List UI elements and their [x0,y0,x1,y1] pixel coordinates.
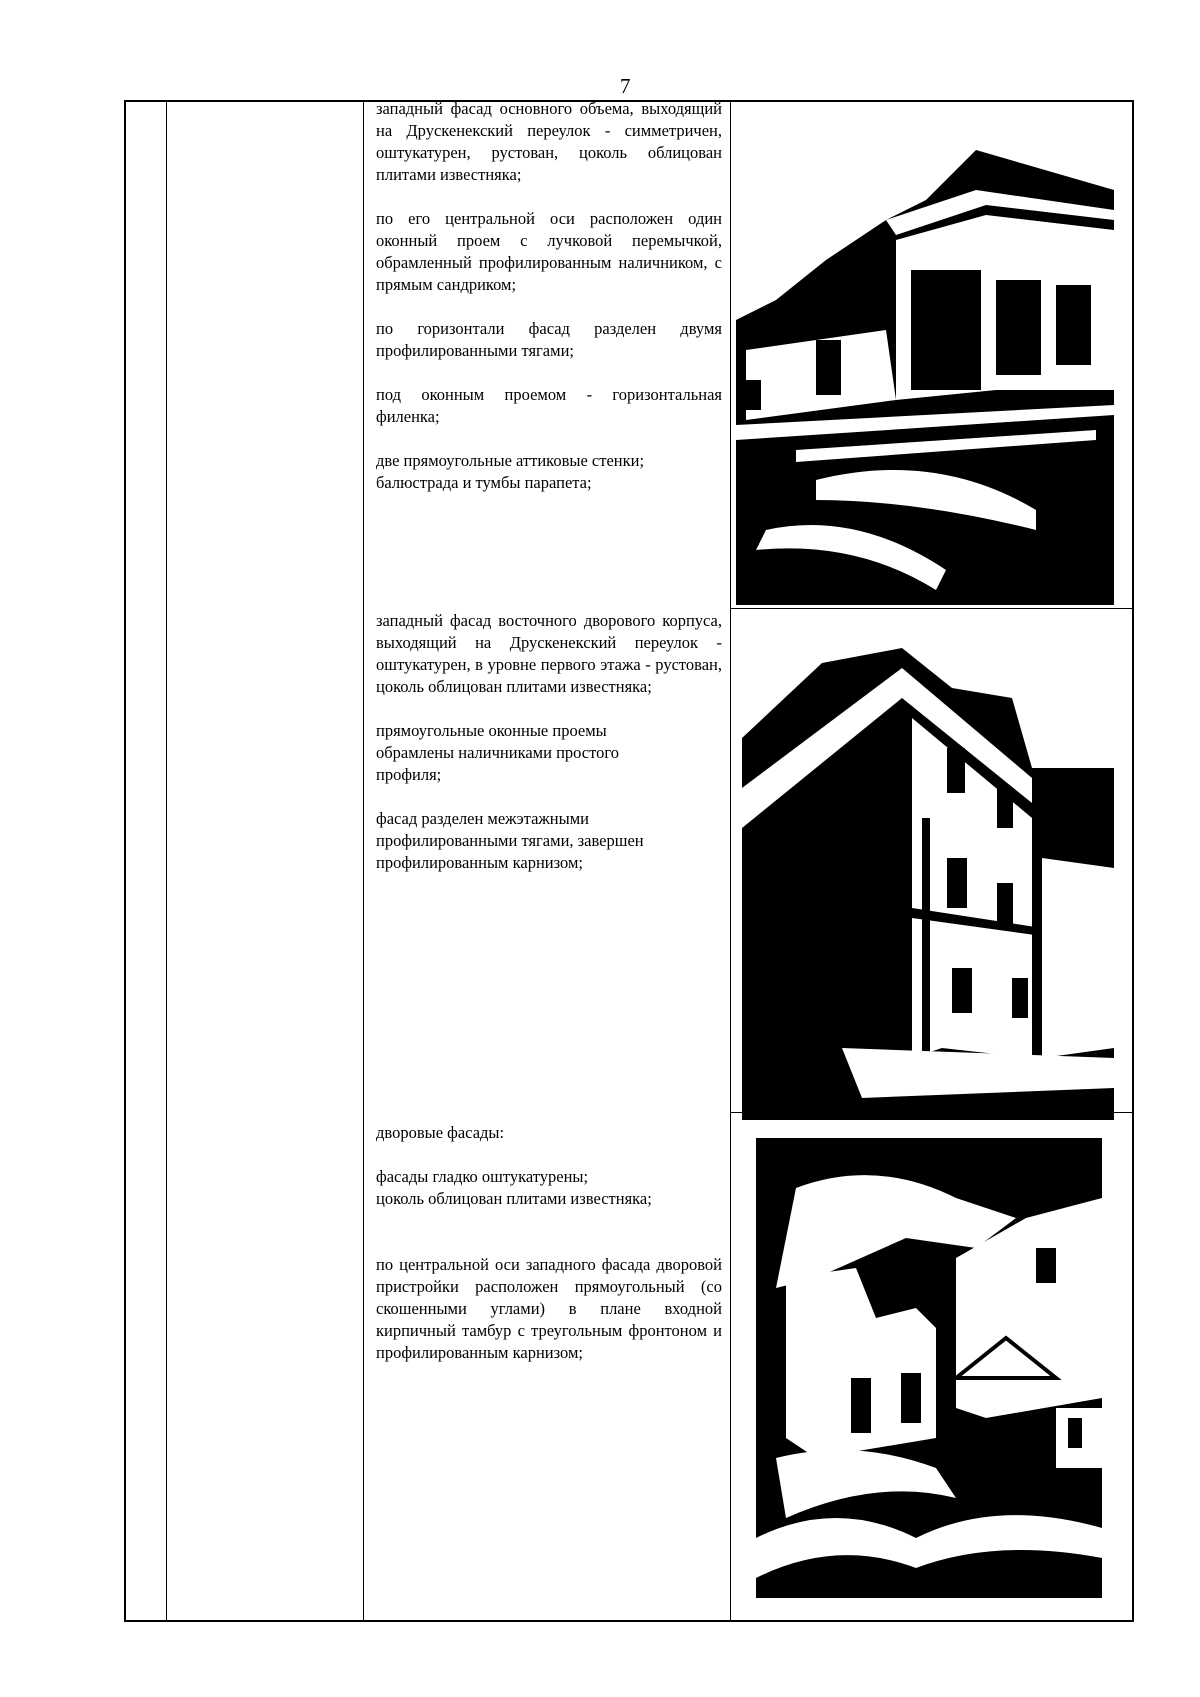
paragraph: фасад разделен межэтажными профилированными тягами, завершен профилированным карнизом; [376,809,644,872]
facade-section-1 [376,98,722,494]
paragraph: дворовые фасады: [376,1123,505,1142]
page-number: 7 [620,74,631,98]
paragraph: по его центральной оси расположен один оконный проем с лучковой перемычкой, обрамленный профилированным наличником, с прямым сандриком; [376,209,722,294]
paragraph: прямоугольные оконные проемы обрамлены наличниками простого профиля; [376,721,619,784]
column-divider [166,102,167,1620]
building-photo-courtyard [756,1138,1102,1598]
paragraph: цоколь облицован плитами известняка; [376,1189,652,1208]
paragraph: фасады гладко оштукатурены; [376,1167,589,1186]
paragraph: балюстрада и тумбы парапета; [376,473,592,492]
paragraph: по горизонтали фасад разделен двумя профилированными тягами; [376,319,722,360]
photo-row-divider [730,608,1132,609]
building-photo-east-courtyard [742,628,1114,1120]
facade-section-3 [376,1122,722,1364]
paragraph: западный фасад восточного дворового корпуса, выходящий на Друскенекский переулок - оштукатурен, в уровне первого этажа - рустован, цоколь облицован плитами известняка; [376,611,722,696]
building-photo-main-facade [736,150,1114,605]
paragraph: по центральной оси западного фасада дворовой пристройки расположен прямоугольный (со скошенными углами) в плане входной кирпичный тамбур с треугольным фронтоном и профилированным карнизом; [376,1255,722,1362]
column-divider [730,102,731,1620]
paragraph: западный фасад основного объема, выходящий на Друскенекский переулок - симметричен, оштукатурен, рустован, цоколь облицован плитами известняка; [376,99,722,184]
paragraph: под оконным проемом - горизонтальная филенка; [376,385,722,426]
column-divider [363,102,364,1620]
paragraph: две прямоугольные аттиковые стенки; [376,451,645,470]
facade-section-2 [376,610,722,874]
